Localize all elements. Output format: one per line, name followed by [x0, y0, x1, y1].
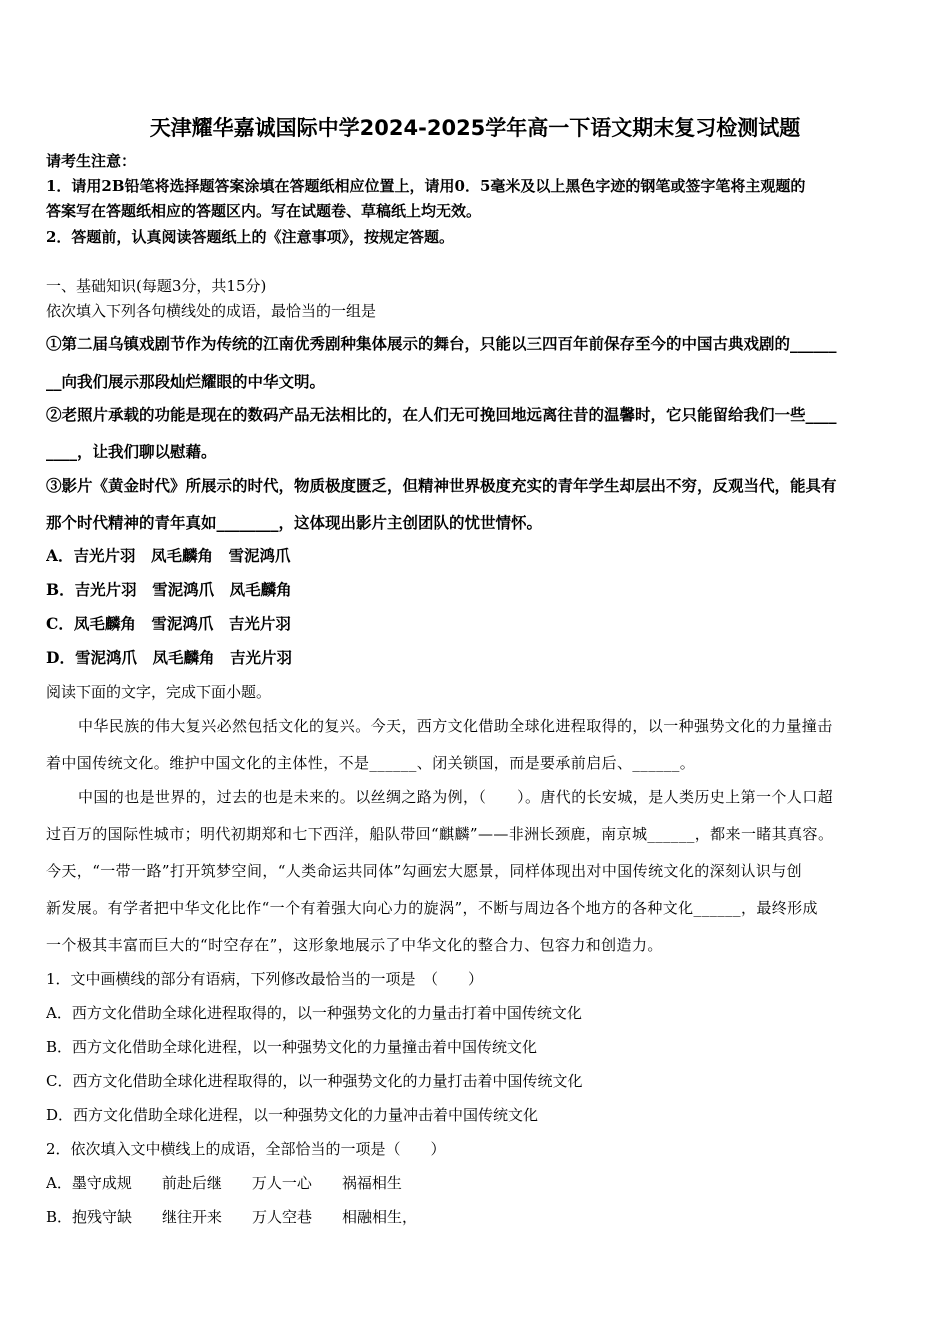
q2-option-b[interactable]: B．抱残守缺 继往开来 万人空巷 相融相生， [46, 1208, 418, 1226]
section-heading: 一、基础知识(每题3分，共15分) [46, 277, 267, 295]
q2-stem: 2．依次填入文中横线上的成语，全部恰当的一项是（ ） [46, 1140, 446, 1158]
page-title: 天津耀华嘉诚国际中学2024-2025学年高一下语文期末复习检测试题 [149, 116, 801, 140]
notice-item-1-cont: 答案写在答题纸相应的答题区内。写在试题卷、草稿纸上均无效。 [46, 202, 482, 220]
option-d[interactable]: D．雪泥鸿爪 凤毛麟角 吉光片羽 [46, 648, 292, 667]
passage-p2-line4: 新发展。有学者把中华文化比作“一个有着强大向心力的旋涡”，不断与周边各个地方的各种文化______，最终形成 [46, 899, 818, 917]
sentence-1-cont: __向我们展示那段灿烂耀眼的中华文明。 [46, 372, 326, 391]
option-c[interactable]: C．凤毛麟角 雪泥鸿爪 吉光片羽 [46, 614, 291, 633]
q1-option-a[interactable]: A．西方文化借助全球化进程取得的，以一种强势文化的力量击打着中国传统文化 [46, 1004, 582, 1022]
option-b[interactable]: B．吉光片羽 雪泥鸿爪 凤毛麟角 [46, 580, 292, 599]
q1-stem: 1．文中画横线的部分有语病，下列修改最恰当的一项是 （ ） [46, 970, 484, 988]
notice-item-2: 2．答题前，认真阅读答题纸上的《注意事项》，按规定答题。 [46, 228, 454, 246]
passage-p1-cont: 着中国传统文化。维护中国文化的主体性，不是______、闭关锁国，而是要承前启后、______。 [46, 754, 696, 772]
passage-p2-line3: 今天，“一带一路”打开筑梦空间，“人类命运共同体”勾画宏大愿景，同样体现出对中国传统文化的深刻认识与创 [46, 862, 803, 880]
passage-p2: 中国的也是世界的，过去的也是未来的。以丝绸之路为例，（ ）。唐代的长安城，是人类历史上第一个人口超 [78, 788, 834, 806]
notice-heading: 请考生注意： [46, 152, 137, 170]
notice-item-1: 1．请用2B铅笔将选择题答案涂填在答题纸相应位置上，请用0．5毫米及以上黑色字迹的钢笔或签字笔将主观题的 [46, 177, 806, 195]
sentence-1: ①第二届乌镇戏剧节作为传统的江南优秀剧种集体展示的舞台，只能以三四百年前保存至今的中国古典戏剧的______ [46, 334, 837, 353]
q1-option-b[interactable]: B．西方文化借助全球化进程，以一种强势文化的力量撞击着中国传统文化 [46, 1038, 538, 1056]
option-a[interactable]: A．吉光片羽 凤毛麟角 雪泥鸿爪 [46, 546, 291, 565]
sentence-2-cont: ____，让我们聊以慰藉。 [46, 442, 217, 461]
question-stem: 依次填入下列各句横线处的成语，最恰当的一组是 [46, 302, 377, 320]
sentence-3: ③影片《黄金时代》所展示的时代，物质极度匮乏，但精神世界极度充实的青年学生却层出不穷，反观当代，能具有 [46, 476, 837, 495]
sentence-2: ②老照片承载的功能是现在的数码产品无法相比的，在人们无可挽回地远离往昔的温馨时，它只能留给我们一些____ [46, 405, 837, 424]
passage-p1: 中华民族的伟大复兴必然包括文化的复兴。今天，西方文化借助全球化进程取得的，以一种强势文化的力量撞击 [78, 717, 833, 735]
q1-option-c[interactable]: C．西方文化借助全球化进程取得的，以一种强势文化的力量打击着中国传统文化 [46, 1072, 583, 1090]
reading-instruction: 阅读下面的文字，完成下面小题。 [46, 683, 272, 701]
passage-p2-line5: 一个极其丰富而巨大的“时空存在”，这形象地展示了中华文化的整合力、包容力和创造力。 [46, 936, 663, 954]
sentence-3-cont: 那个时代精神的青年真如________，这体现出影片主创团队的忧世情怀。 [46, 513, 543, 532]
passage-p2-line2: 过百万的国际性城市；明代初期郑和七下西洋，船队带回“麒麟”——非洲长颈鹿，南京城______，都来一睹其真容。 [46, 825, 834, 843]
q1-option-d[interactable]: D．西方文化借助全球化进程，以一种强势文化的力量冲击着中国传统文化 [46, 1106, 539, 1124]
q2-option-a[interactable]: A．墨守成规 前赴后继 万人一心 祸福相生 [46, 1174, 402, 1192]
